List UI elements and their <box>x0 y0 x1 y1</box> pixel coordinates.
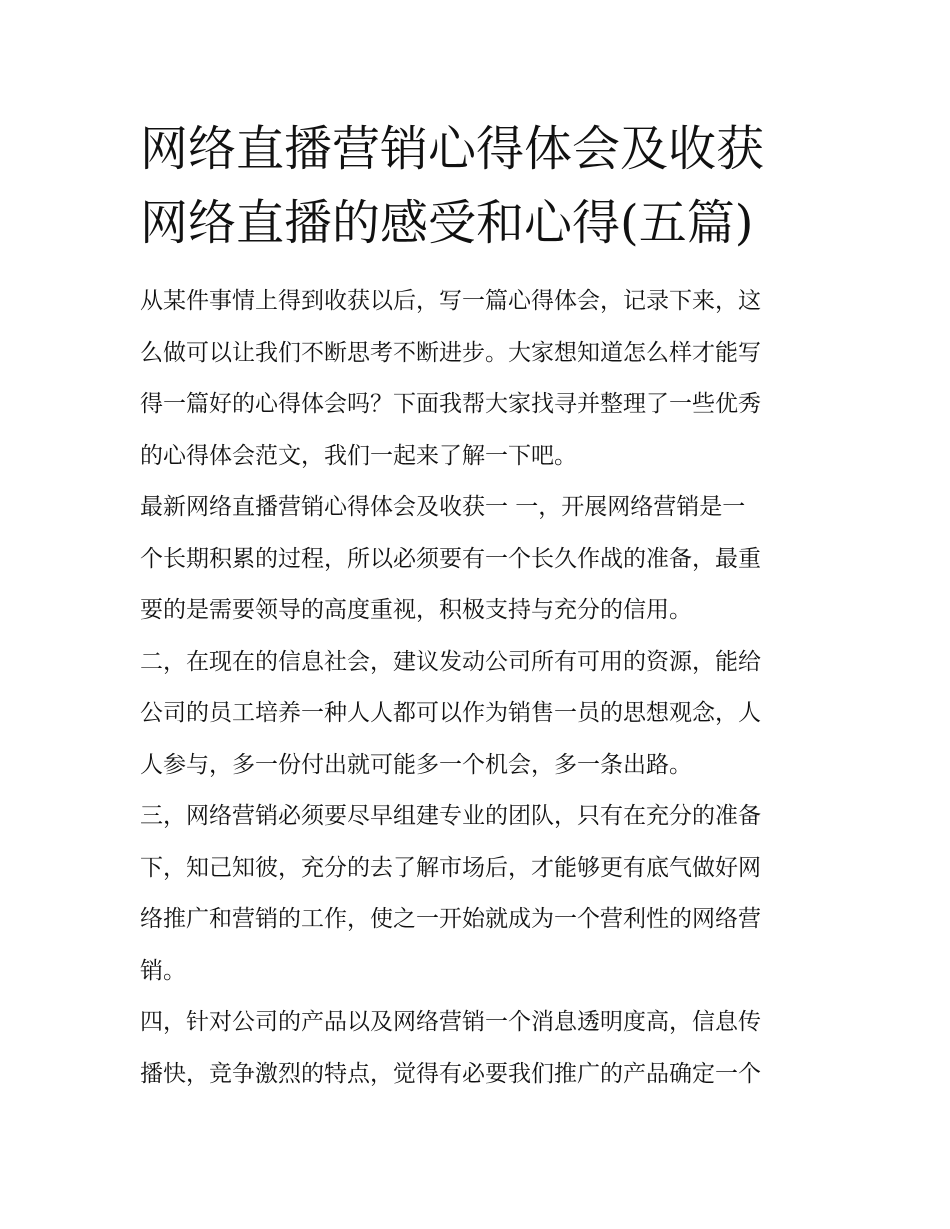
body-line: 播快，竞争激烈的特点，觉得有必要我们推广的产品确定一个 <box>140 1060 761 1087</box>
body-line: 的心得体会范文，我们一起来了解一下吧。 <box>140 442 577 469</box>
body-line: 要的是需要领导的高度重视，积极支持与充分的信用。 <box>140 597 692 623</box>
title-line-1: 网络直播营销心得体会及收获 <box>140 121 765 177</box>
body-line: 个长期积累的过程，所以必须要有一个长久作战的准备，最重 <box>140 545 761 572</box>
title-line-2: 网络直播的感受和心得(五篇) <box>140 195 754 251</box>
body-line: 得一篇好的心得体会吗？下面我帮大家找寻并整理了一些优秀 <box>140 391 761 417</box>
body-line: 人参与，多一份付出就可能多一个机会，多一条出路。 <box>140 751 692 778</box>
body-line: 最新网络直播营销心得体会及收获一 一，开展网络营销是一 <box>140 494 746 520</box>
body-line: 么做可以让我们不断思考不断进步。大家想知道怎么样才能写 <box>140 339 761 366</box>
body-line: 二，在现在的信息社会，建议发动公司所有可用的资源，能给 <box>140 648 761 675</box>
body-line: 从某件事情上得到收获以后，写一篇心得体会，记录下来，这 <box>140 288 761 314</box>
body-line: 下，知己知彼，充分的去了解市场后，才能够更有底气做好网 <box>140 854 761 881</box>
body-line: 三，网络营销必须要尽早组建专业的团队，只有在充分的准备 <box>140 803 761 829</box>
body-line: 络推广和营销的工作，使之一开始就成为一个营利性的网络营 <box>140 906 761 932</box>
body-line: 销。 <box>140 957 186 984</box>
document-body <box>140 276 820 1100</box>
document-title <box>140 112 820 260</box>
body-line: 四，针对公司的产品以及网络营销一个消息透明度高，信息传 <box>140 1009 761 1035</box>
body-line: 公司的员工培养一种人人都可以作为销售一员的思想观念，人 <box>140 700 761 726</box>
